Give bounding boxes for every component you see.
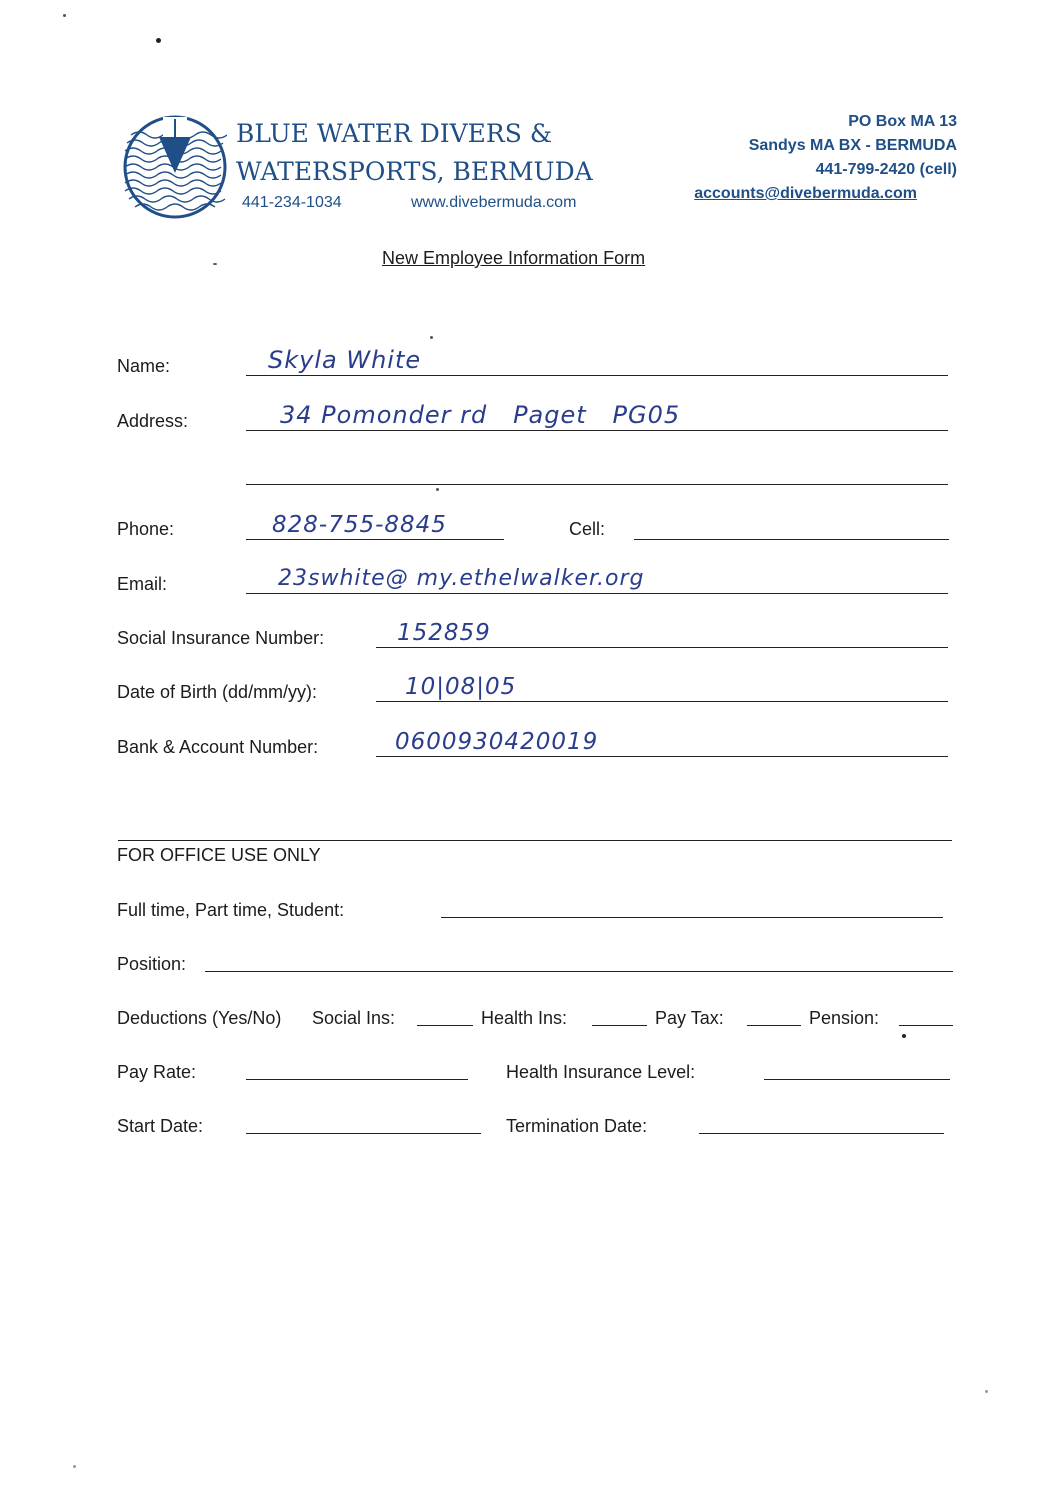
- name-value[interactable]: Skyla White: [268, 346, 422, 374]
- accounts-email-link[interactable]: accounts@divebermuda.com: [694, 185, 917, 202]
- email-label: Email:: [117, 574, 168, 594]
- pay-rate-label: Pay Rate:: [117, 1062, 197, 1082]
- address-label: Address:: [117, 411, 189, 431]
- dob-label: Date of Birth (dd/mm/yy):: [117, 682, 318, 702]
- bank-value[interactable]: 0600930420019: [395, 729, 599, 755]
- phone-line: [246, 539, 504, 540]
- cell-number: 441-799-2420 (cell): [815, 161, 957, 178]
- health-level-label: Health Insurance Level:: [506, 1062, 696, 1082]
- health-level-line: [764, 1079, 950, 1080]
- email-line: [246, 593, 948, 594]
- po-box: PO Box MA 13: [848, 113, 957, 130]
- social-ins-line: [417, 1025, 473, 1026]
- termination-date-line: [699, 1133, 944, 1134]
- health-ins-line: [592, 1025, 647, 1026]
- pension-label: Pension:: [809, 1008, 880, 1028]
- city-address: Sandys MA BX - BERMUDA: [748, 137, 957, 154]
- dob-line: [376, 701, 948, 702]
- company-phone: 441-234-1034: [242, 194, 342, 211]
- position-line: [205, 971, 953, 972]
- start-date-line: [246, 1133, 481, 1134]
- sin-label: Social Insurance Number:: [117, 628, 325, 648]
- phone-label: Phone:: [117, 519, 175, 539]
- start-date-label: Start Date:: [117, 1116, 204, 1136]
- email-value[interactable]: 23swhite@ my.ethelwalker.org: [278, 566, 645, 591]
- office-heading: FOR OFFICE USE ONLY: [117, 845, 321, 865]
- dob-value[interactable]: 10|08|05: [405, 674, 517, 700]
- pay-rate-line: [246, 1079, 468, 1080]
- termination-date-label: Termination Date:: [506, 1116, 648, 1136]
- office-divider: [118, 840, 952, 841]
- bank-line: [376, 756, 948, 757]
- address-line-1: [246, 430, 948, 431]
- social-ins-label: Social Ins:: [312, 1008, 396, 1028]
- address-value[interactable]: 34 Pomonder rd Paget PG05: [280, 401, 681, 429]
- sin-line: [376, 647, 948, 648]
- employment-type-label: Full time, Part time, Student:: [117, 900, 345, 920]
- name-line: [246, 375, 948, 376]
- company-website: www.divebermuda.com: [411, 194, 577, 211]
- pay-tax-line: [747, 1025, 801, 1026]
- cell-label: Cell:: [569, 519, 606, 539]
- employment-type-line: [441, 917, 943, 918]
- name-label: Name:: [117, 356, 171, 376]
- sin-value[interactable]: 152859: [397, 620, 491, 646]
- company-name-line2: WATERSPORTS, BERMUDA: [236, 157, 593, 186]
- form-title: New Employee Information Form: [382, 248, 646, 268]
- company-logo: [123, 115, 227, 219]
- pension-line: [899, 1025, 953, 1026]
- health-ins-label: Health Ins:: [481, 1008, 568, 1028]
- company-name-line1: BLUE WATER DIVERS &: [236, 119, 553, 148]
- address-line-2: [246, 484, 948, 485]
- pay-tax-label: Pay Tax:: [655, 1008, 724, 1028]
- cell-line: [634, 539, 949, 540]
- deductions-label: Deductions (Yes/No): [117, 1008, 282, 1028]
- position-label: Position:: [117, 954, 187, 974]
- bank-label: Bank & Account Number:: [117, 737, 319, 757]
- phone-value[interactable]: 828-755-8845: [272, 512, 447, 538]
